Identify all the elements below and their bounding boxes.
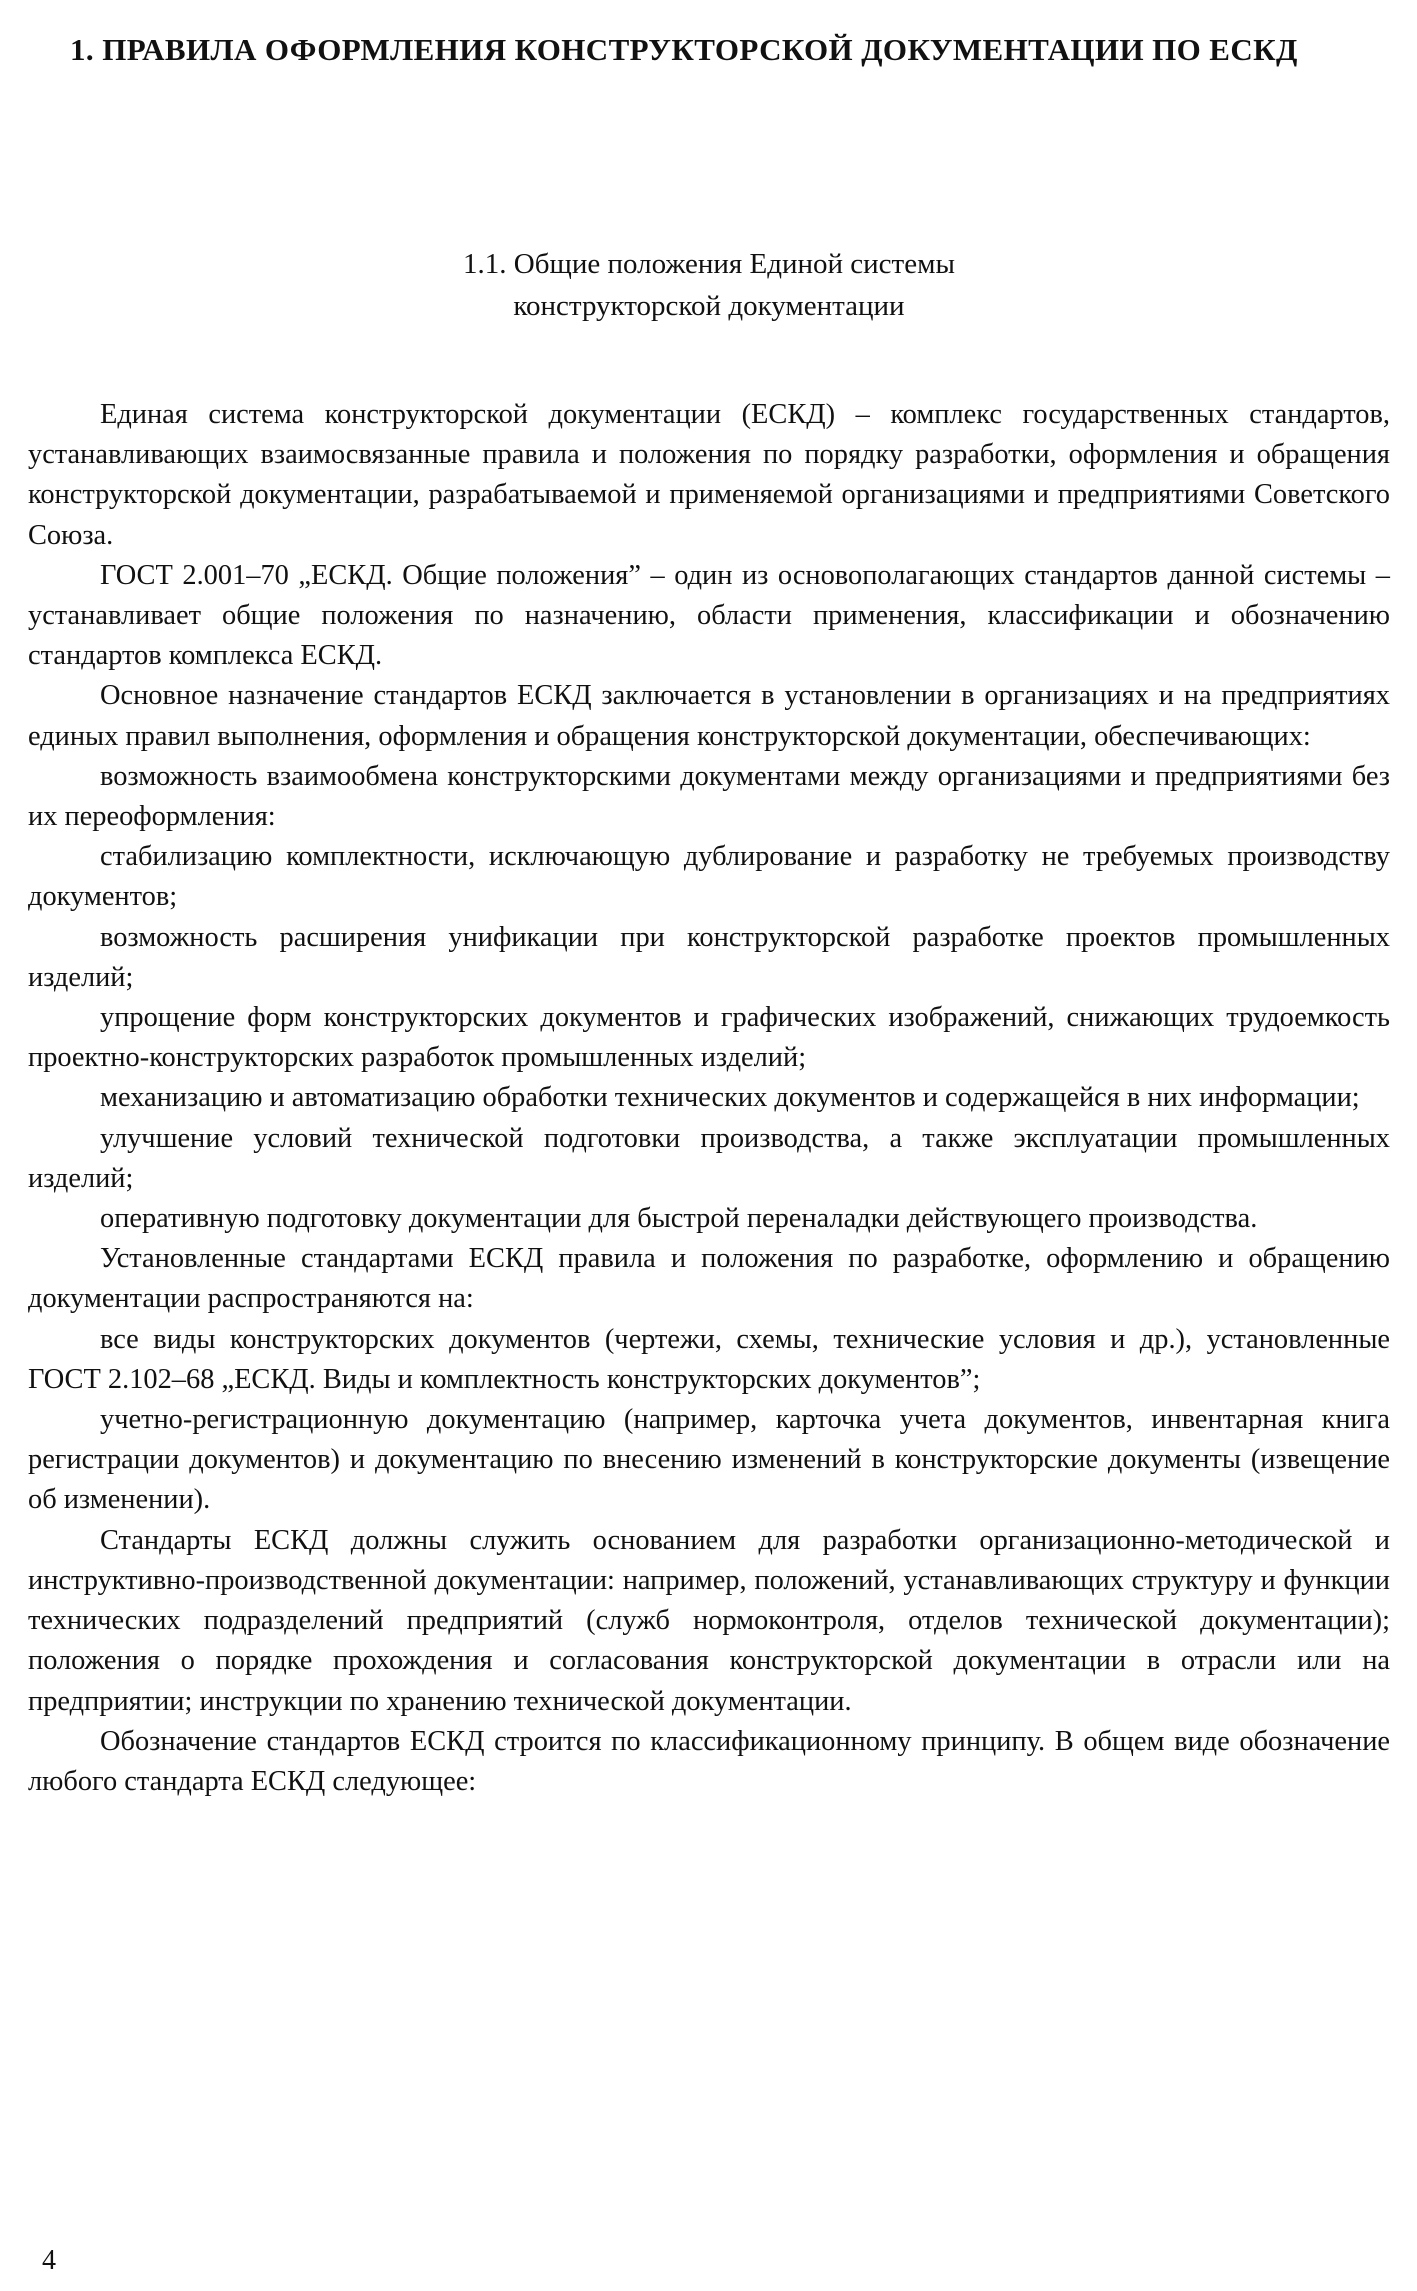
paragraph-designation: Обозначение стандартов ЕСКД строится по классификационному принципу. В общем виде обозначение любого стандарта ЕСКД следующее: (28, 1725, 1390, 1797)
paragraph-scope: Установленные стандартами ЕСКД правила и положения по разработке, оформлению и обращению документации распространяются на: (28, 1243, 1390, 1315)
list-item-document-types: все виды конструкторских документов (чертежи, схемы, технические условия и др.), установленные ГОСТ 2.102–68 „ЕСКД. Виды и комплектность конструкторских документов”; (28, 1323, 1390, 1395)
chapter-title: 1. ПРАВИЛА ОФОРМЛЕНИЯ КОНСТРУКТОРСКОЙ ДОКУМЕНТАЦИИ ПО ЕСКД (70, 32, 1298, 67)
list-item-unification: возможность расширения унификации при конструкторской разработке проектов промышленных изделий; (28, 921, 1390, 993)
list-item-completeness: стабилизацию комплектности, исключающую дублирование и разработку не требуемых производству документов; (28, 841, 1390, 913)
section-title-line-1: 1.1. Общие положения Единой системы (463, 248, 955, 280)
page-number: 4 (42, 2245, 56, 2276)
list-item-registration-docs: учетно-регистрационную документацию (например, карточка учета документов, инвентарная книга регистрации документов) и документацию по внесению изменений в конструкторские документы (извещение об изменении). (28, 1404, 1390, 1516)
paragraph-gost-2001: ГОСТ 2.001–70 „ЕСКД. Общие положения” – один из основополагающих стандартов данной системы – устанавливает общие положения по назначению, области применения, классификации и обозначению стандартов комплекса ЕСКД. (28, 559, 1390, 672)
list-item-document-exchange: возможность взаимообмена конструкторскими документами между организациями и предприятиями без их переоформления: (28, 760, 1390, 833)
paragraph-main-purpose: Основное назначение стандартов ЕСКД заключается в установлении в организациях и на предприятиях единых правил выполнения, оформления и обращения конструкторской документации, обеспечивающих: (28, 680, 1390, 752)
list-item-automation: механизацию и автоматизацию обработки технических документов и содержащейся в них информации; (100, 1082, 1360, 1114)
section-title-line-2: конструкторской документации (513, 290, 905, 322)
paragraph-standards-basis: Стандарты ЕСКД должны служить основанием для разработки организационно-методической и инструктивно-производственной документации: например, положений, устанавливающих структуру и функции технических подразделений предприятий (служб нормоконтроля, отделов технической документации); положения о порядке прохождения и согласования конструкторской документации в отрасли или на предприятии; инструкции по хранению технической документации. (28, 1524, 1390, 1717)
paragraph-eskd-definition: Единая система конструкторской документации (ЕСКД) – комплекс государственных стандартов, устанавливающих взаимосвязанные правила и положения по порядку разработки, оформления и обращения конструкторской документации, разрабатываемой и применяемой организациями и предприятиями Советского Союза. (28, 399, 1390, 551)
section-title (28, 243, 1390, 327)
list-item-operational-preparation: оперативную подготовку документации для быстрой переналадки действующего производства. (100, 1203, 1258, 1235)
list-item-simplification: упрощение форм конструкторских документов и графических изображений, снижающих трудоемкость проектно-конструкторских разработок промышленных изделий; (28, 1002, 1390, 1074)
list-item-production-preparation: улучшение условий технической подготовки производства, а также эксплуатации промышленных изделий; (28, 1122, 1390, 1194)
body-text (28, 395, 1390, 1802)
